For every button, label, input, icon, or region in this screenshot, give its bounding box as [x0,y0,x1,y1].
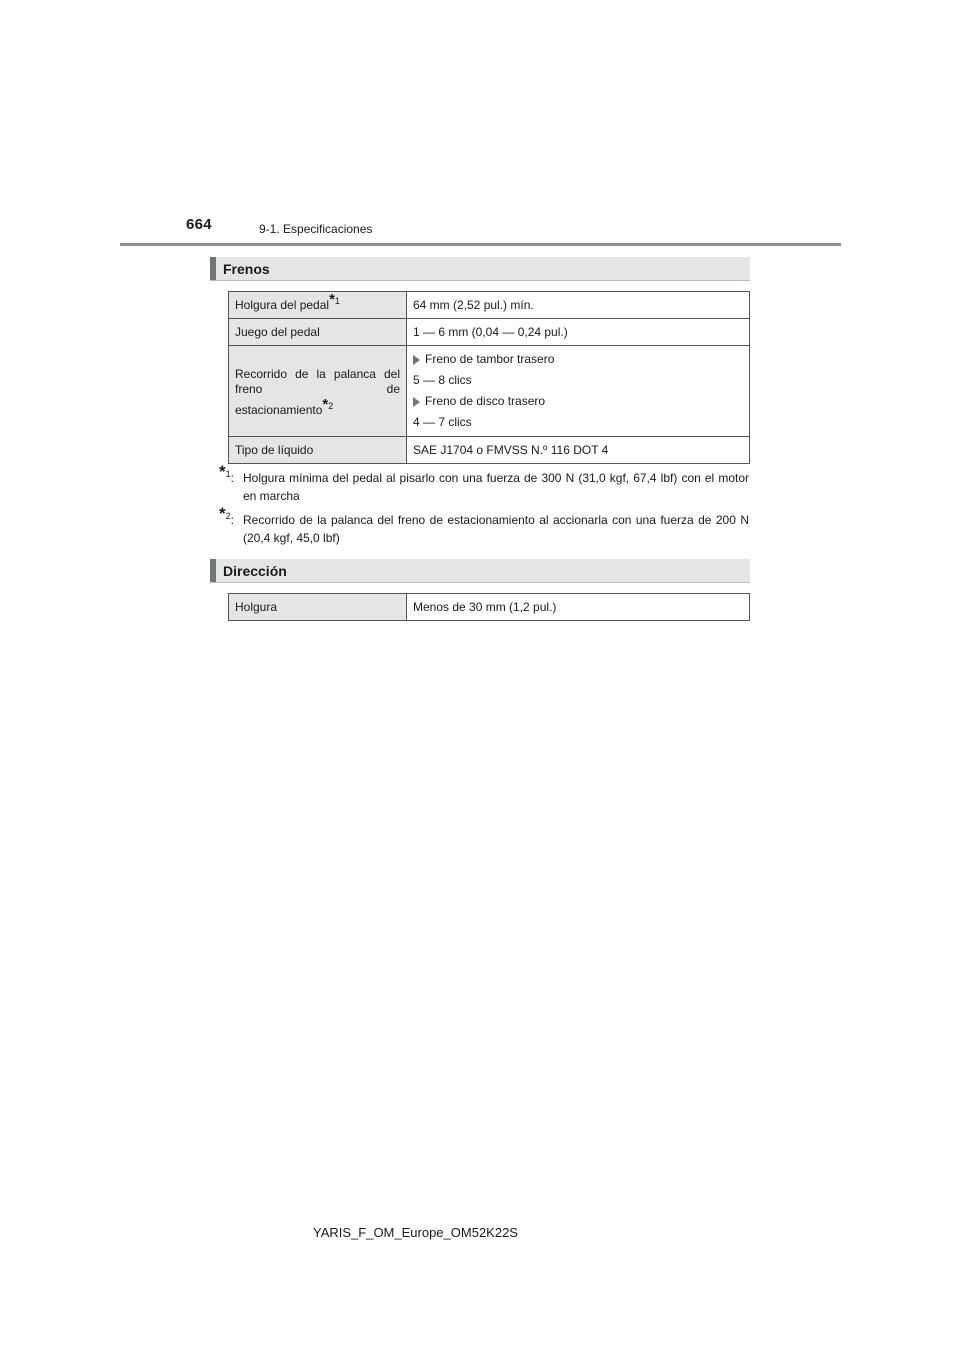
footnote-star: * [219,504,226,523]
footnote-star: * [219,462,226,481]
triangle-bullet-icon [413,397,420,407]
bullet-text: Freno de disco trasero [425,394,546,408]
spec-value: 64 mm (2,52 pul.) mín. [413,297,534,312]
footnote [219,462,749,505]
section-path: 9-1. Especificaciones [259,222,373,236]
document-id: YARIS_F_OM_Europe_OM52K22S [313,1225,518,1240]
footnote-text: Holgura mínima del pedal al pisarlo con una fuerza de 300 N (31,0 kgf, 67,4 lbf) con el motor en marcha [243,471,749,503]
spec-value-cell [407,594,750,621]
footnote-star: * [322,395,329,413]
table-row [229,346,750,437]
footnote-mark: *$^1$: [219,462,234,485]
section-heading-bar [210,559,216,582]
spec-label-cell [229,594,407,621]
spec-value-cell [407,292,750,319]
direccion-spec-table [228,593,750,621]
spec-value: 1 — 6 mm (0,04 — 0,24 pul.) [413,324,568,339]
spec-label-line [235,395,400,418]
spec-label-cell [229,437,407,464]
plain-item: 5 — 8 clics [413,373,472,387]
footnote-text: Recorrido de la palanca del freno de estacionamiento al accionarla con una fuerza de 200 N (20,4 kgf, 45,0 lbf) [243,513,749,545]
footnote-star: * [329,290,335,308]
section-heading-title: Frenos [223,261,270,277]
table-row [229,319,750,346]
spec-label-cell [229,319,407,346]
spec-label: Holgura [235,599,278,614]
spec-value-cell [407,346,750,437]
footnote-ref: 2 [225,511,231,521]
bullet-item [413,394,743,409]
footnote-ref: 1 [225,469,231,479]
spec-label: Juego del pedal [235,324,320,339]
table-row [229,437,750,464]
spec-label-line: Recorrido de la palanca del freno de [235,366,400,396]
page-number: 664 [186,216,212,233]
spec-label: estacionamiento [235,402,323,417]
section-heading-frenos [210,257,750,281]
section-heading-title: Dirección [223,563,287,579]
spec-label: Holgura del pedal [235,297,330,312]
footnote-mark: *$^2$: [219,504,234,527]
bullet-text: Freno de tambor trasero [425,352,555,366]
plain-item: 4 — 7 clics [413,415,472,429]
footnote-ref: 2 [328,400,334,411]
table-row [229,292,750,319]
frenos-spec-table [228,291,750,464]
spec-value: SAE J1704 o FMVSS N.º 116 DOT 4 [413,442,609,457]
footnote-ref: 1 [334,295,340,306]
spec-label: Tipo de líquido [235,442,314,457]
spec-value: Menos de 30 mm (1,2 pul.) [413,599,557,614]
footnote [219,504,749,547]
section-heading-direccion [210,559,750,583]
spec-value-cell [407,319,750,346]
header-rule [120,243,841,246]
spec-label-cell [229,346,407,437]
spec-label-cell [229,292,407,319]
table-row [229,594,750,621]
bullet-item [413,352,743,367]
triangle-bullet-icon [413,355,420,365]
spec-value-cell [407,437,750,464]
section-heading-bar [210,257,216,280]
